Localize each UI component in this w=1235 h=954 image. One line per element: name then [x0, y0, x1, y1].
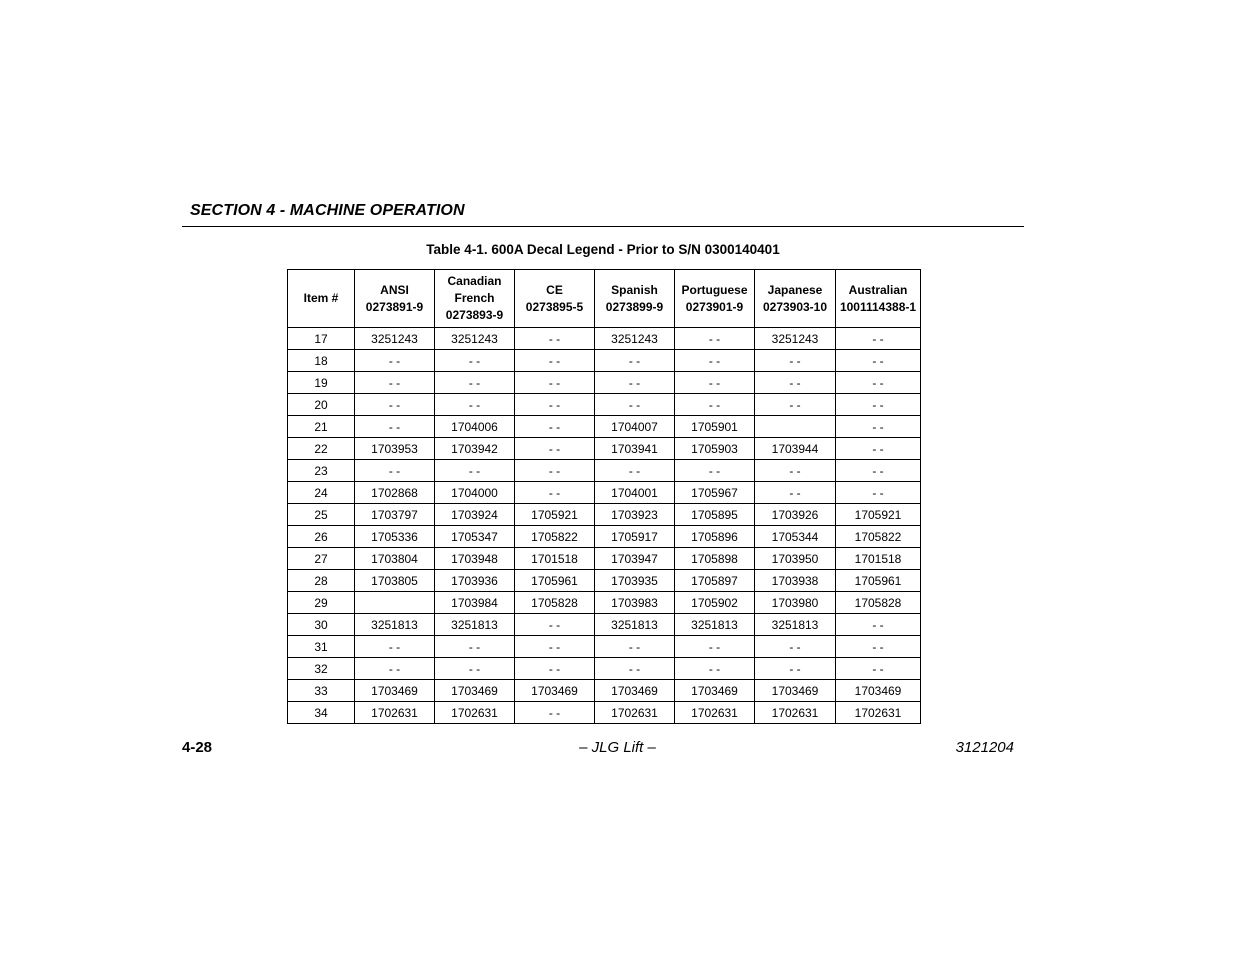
decal-part-cell: 1705902: [675, 592, 755, 614]
header-rule: [182, 226, 1024, 227]
decal-part-cell: - -: [755, 350, 836, 372]
decal-part-cell: - -: [515, 702, 595, 724]
decal-part-cell: - -: [515, 372, 595, 394]
table-row: [288, 680, 921, 702]
decal-part-cell: - -: [515, 658, 595, 680]
decal-part-cell: 1704007: [595, 416, 675, 438]
decal-part-cell: 1703984: [435, 592, 515, 614]
decal-part-cell: 1705903: [675, 438, 755, 460]
decal-part-cell: - -: [836, 328, 921, 350]
decal-part-cell: 1704001: [595, 482, 675, 504]
decal-part-cell: 1702631: [675, 702, 755, 724]
decal-part-cell: 1705828: [836, 592, 921, 614]
decal-part-cell: - -: [836, 438, 921, 460]
decal-part-cell: - -: [836, 658, 921, 680]
table-row: [288, 372, 921, 394]
decal-part-cell: - -: [515, 416, 595, 438]
column-header: [836, 270, 921, 328]
decal-part-cell: - -: [836, 614, 921, 636]
table-row: [288, 438, 921, 460]
decal-part-cell: 1702631: [355, 702, 435, 724]
column-header-line: Spanish: [611, 282, 658, 297]
decal-part-cell: 3251813: [675, 614, 755, 636]
decal-part-cell: 1703469: [595, 680, 675, 702]
column-header: [355, 270, 435, 328]
decal-part-cell: 1705921: [515, 504, 595, 526]
decal-part-cell: 1703983: [595, 592, 675, 614]
page-number: 4-28: [182, 739, 213, 756]
decal-part-cell: 1703469: [435, 680, 515, 702]
decal-part-cell: 1703953: [355, 438, 435, 460]
decal-part-cell: 1705896: [675, 526, 755, 548]
decal-part-cell: 1702631: [836, 702, 921, 724]
decal-part-cell: 1703469: [836, 680, 921, 702]
decal-part-cell: 1705917: [595, 526, 675, 548]
decal-part-cell: 3251813: [355, 614, 435, 636]
item-number-cell: 26: [288, 526, 355, 548]
decal-part-cell: - -: [515, 394, 595, 416]
table-body: [288, 328, 921, 724]
table-row: [288, 636, 921, 658]
column-header-line: CE: [546, 282, 563, 297]
decal-part-cell: - -: [515, 350, 595, 372]
decal-part-cell: 1703469: [675, 680, 755, 702]
decal-part-cell: - -: [755, 460, 836, 482]
decal-part-cell: - -: [355, 636, 435, 658]
decal-part-cell: - -: [595, 372, 675, 394]
decal-part-cell: 1703938: [755, 570, 836, 592]
table-row: [288, 526, 921, 548]
decal-part-cell: - -: [836, 482, 921, 504]
decal-part-cell: - -: [515, 438, 595, 460]
item-number-cell: 17: [288, 328, 355, 350]
decal-part-cell: 1703926: [755, 504, 836, 526]
decal-part-cell: 1703941: [595, 438, 675, 460]
item-number-cell: 22: [288, 438, 355, 460]
decal-part-cell: 1703948: [435, 548, 515, 570]
decal-part-cell: 1704000: [435, 482, 515, 504]
decal-part-cell: - -: [836, 350, 921, 372]
decal-part-cell: - -: [836, 394, 921, 416]
decal-part-cell: 1703950: [755, 548, 836, 570]
decal-part-cell: - -: [675, 372, 755, 394]
decal-part-cell: 1705344: [755, 526, 836, 548]
item-number-cell: 28: [288, 570, 355, 592]
decal-part-cell: 3251243: [435, 328, 515, 350]
decal-part-cell: 1705822: [515, 526, 595, 548]
table-row: [288, 658, 921, 680]
decal-part-cell: 1703469: [515, 680, 595, 702]
decal-part-cell: [355, 592, 435, 614]
column-header: [755, 270, 836, 328]
decal-part-cell: - -: [355, 460, 435, 482]
decal-part-cell: 1701518: [836, 548, 921, 570]
decal-part-cell: 1702631: [435, 702, 515, 724]
table-row: [288, 416, 921, 438]
table-row: [288, 592, 921, 614]
decal-part-cell: 3251243: [755, 328, 836, 350]
item-number-cell: 32: [288, 658, 355, 680]
decal-part-cell: - -: [435, 350, 515, 372]
decal-part-cell: 1705897: [675, 570, 755, 592]
decal-part-cell: - -: [675, 636, 755, 658]
table-row: [288, 328, 921, 350]
column-header-line: 0273895-5: [525, 299, 584, 314]
item-number-cell: 19: [288, 372, 355, 394]
item-number-cell: 29: [288, 592, 355, 614]
decal-part-cell: - -: [355, 416, 435, 438]
table-header-row: [288, 270, 921, 328]
decal-part-cell: 1701518: [515, 548, 595, 570]
decal-part-cell: 1703936: [435, 570, 515, 592]
item-number-cell: 24: [288, 482, 355, 504]
column-header: [515, 270, 595, 328]
decal-part-cell: - -: [755, 372, 836, 394]
decal-part-cell: 1703924: [435, 504, 515, 526]
item-number-cell: 31: [288, 636, 355, 658]
decal-part-cell: 1703805: [355, 570, 435, 592]
decal-part-cell: 1703944: [755, 438, 836, 460]
item-number-cell: 23: [288, 460, 355, 482]
decal-part-cell: - -: [595, 350, 675, 372]
decal-part-cell: - -: [755, 636, 836, 658]
decal-part-cell: 1702631: [755, 702, 836, 724]
decal-part-cell: - -: [836, 460, 921, 482]
decal-part-cell: 1703469: [755, 680, 836, 702]
decal-part-cell: 1705828: [515, 592, 595, 614]
decal-part-cell: - -: [836, 636, 921, 658]
decal-part-cell: 1705901: [675, 416, 755, 438]
decal-part-cell: - -: [836, 416, 921, 438]
item-number-cell: 18: [288, 350, 355, 372]
decal-part-cell: - -: [595, 460, 675, 482]
decal-part-cell: 1702868: [355, 482, 435, 504]
decal-part-cell: 3251813: [595, 614, 675, 636]
table-row: [288, 350, 921, 372]
decal-part-cell: 1705961: [836, 570, 921, 592]
decal-part-cell: 1705961: [515, 570, 595, 592]
decal-part-cell: - -: [355, 372, 435, 394]
decal-part-cell: 1703469: [355, 680, 435, 702]
column-header-line: French: [454, 291, 495, 305]
decal-part-cell: - -: [435, 658, 515, 680]
decal-part-cell: [755, 416, 836, 438]
decal-part-cell: - -: [755, 658, 836, 680]
decal-part-cell: - -: [435, 636, 515, 658]
decal-part-cell: 1705895: [675, 504, 755, 526]
item-number-cell: 25: [288, 504, 355, 526]
column-header-line: 0273901-9: [685, 299, 744, 314]
column-header-line: Item #: [303, 291, 339, 305]
column-header-line: Portuguese: [681, 282, 748, 297]
decal-part-cell: - -: [515, 328, 595, 350]
section-title: SECTION 4 - MACHINE OPERATION: [190, 202, 465, 219]
column-header-line: Canadian: [447, 274, 502, 288]
decal-part-cell: - -: [675, 350, 755, 372]
column-header-line: ANSI: [380, 282, 409, 297]
decal-part-cell: 1705347: [435, 526, 515, 548]
decal-part-cell: 1705921: [836, 504, 921, 526]
decal-part-cell: - -: [675, 328, 755, 350]
column-header: [288, 270, 355, 328]
column-header-line: 1001114388-1: [839, 299, 917, 314]
decal-part-cell: 1703797: [355, 504, 435, 526]
decal-part-cell: - -: [595, 636, 675, 658]
column-header: [435, 270, 515, 328]
item-number-cell: 20: [288, 394, 355, 416]
decal-part-cell: 1703923: [595, 504, 675, 526]
item-number-cell: 27: [288, 548, 355, 570]
table-row: [288, 614, 921, 636]
decal-part-cell: - -: [755, 394, 836, 416]
item-number-cell: 21: [288, 416, 355, 438]
column-header: [595, 270, 675, 328]
decal-part-cell: - -: [755, 482, 836, 504]
decal-part-cell: - -: [435, 394, 515, 416]
column-header-line: 0273893-9: [445, 308, 504, 322]
table-row: [288, 482, 921, 504]
decal-part-cell: 1705967: [675, 482, 755, 504]
decal-part-cell: - -: [515, 636, 595, 658]
table-caption: Table 4-1. 600A Decal Legend - Prior to S/N 0300140401: [426, 242, 780, 257]
column-header-line: Australian: [848, 282, 908, 297]
item-number-cell: 30: [288, 614, 355, 636]
decal-part-cell: 1703935: [595, 570, 675, 592]
decal-part-cell: - -: [435, 460, 515, 482]
column-header-line: 0273899-9: [605, 299, 664, 314]
decal-legend-table: [287, 269, 921, 724]
decal-part-cell: - -: [355, 394, 435, 416]
document-number: 3121204: [955, 739, 1014, 756]
decal-part-cell: 1702631: [595, 702, 675, 724]
footer-brand: – JLG Lift –: [579, 739, 656, 756]
decal-part-cell: 1705822: [836, 526, 921, 548]
item-number-cell: 33: [288, 680, 355, 702]
decal-part-cell: 3251243: [595, 328, 675, 350]
decal-part-cell: - -: [675, 394, 755, 416]
decal-part-cell: - -: [836, 372, 921, 394]
column-header-line: Japanese: [767, 282, 823, 297]
table-row: [288, 702, 921, 724]
table-row: [288, 394, 921, 416]
decal-part-cell: 1703947: [595, 548, 675, 570]
table-row: [288, 460, 921, 482]
decal-part-cell: - -: [595, 394, 675, 416]
table-row: [288, 570, 921, 592]
decal-part-cell: 1703980: [755, 592, 836, 614]
decal-part-cell: - -: [675, 460, 755, 482]
column-header-line: 0273903-10: [762, 299, 828, 314]
decal-part-cell: 1704006: [435, 416, 515, 438]
decal-part-cell: - -: [515, 614, 595, 636]
decal-part-cell: - -: [355, 658, 435, 680]
decal-part-cell: 3251813: [755, 614, 836, 636]
decal-part-cell: 1705336: [355, 526, 435, 548]
decal-part-cell: 1703942: [435, 438, 515, 460]
decal-part-cell: - -: [515, 482, 595, 504]
decal-part-cell: - -: [675, 658, 755, 680]
table-row: [288, 548, 921, 570]
column-header: [675, 270, 755, 328]
column-header-line: 0273891-9: [365, 299, 424, 314]
table-row: [288, 504, 921, 526]
decal-part-cell: - -: [595, 658, 675, 680]
item-number-cell: 34: [288, 702, 355, 724]
decal-part-cell: - -: [515, 460, 595, 482]
decal-part-cell: - -: [355, 350, 435, 372]
decal-part-cell: - -: [435, 372, 515, 394]
decal-part-cell: 1705898: [675, 548, 755, 570]
decal-part-cell: 3251813: [435, 614, 515, 636]
decal-part-cell: 1703804: [355, 548, 435, 570]
decal-part-cell: 3251243: [355, 328, 435, 350]
